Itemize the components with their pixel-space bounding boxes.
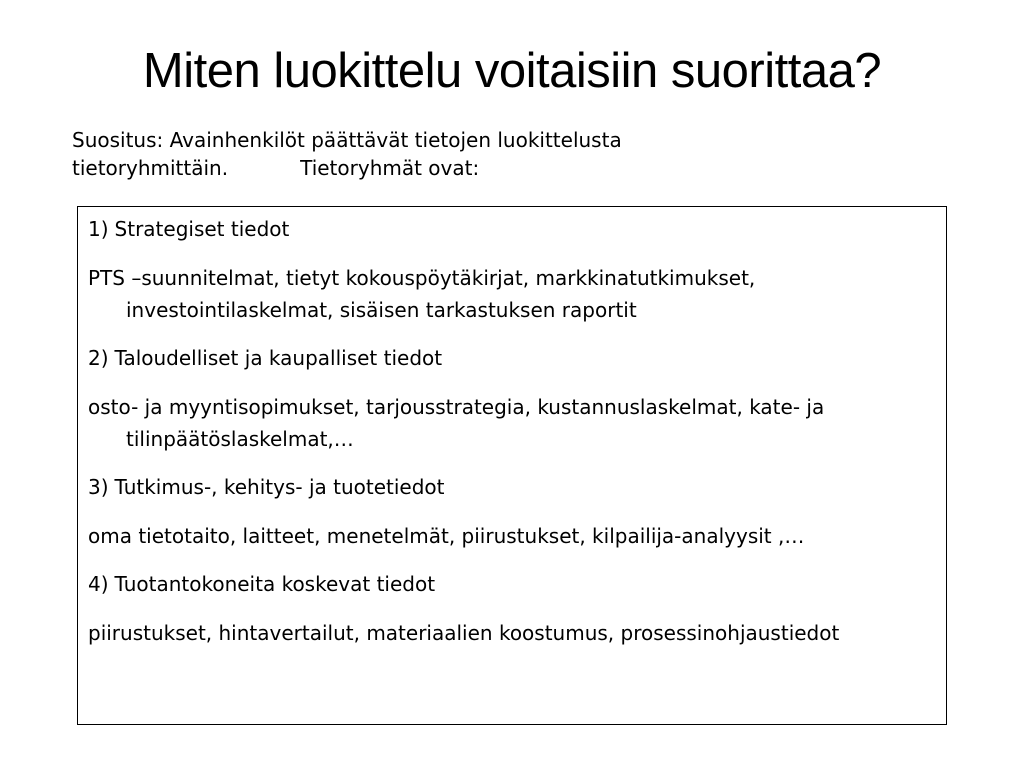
section-number-2: 2) [88,346,109,370]
section-heading-4 [88,570,938,599]
section-detail-1: PTS –suunnitelmat, tietyt kokouspöytäkirjat, markkinatutkimukset, investointilaskelmat, sisäisen tarkastuksen raportit [88,266,756,322]
section-number-1: 1) [88,217,109,241]
intro-line-2-part-1: tietoryhmittäin. [72,156,229,180]
section-title-3: Tutkimus-, kehitys- ja tuotetiedot [114,475,445,499]
section-title-2: Taloudelliset ja kaupalliset tiedot [114,346,443,370]
data-groups-box [77,206,947,725]
section-detail-4: piirustukset, hintavertailut, materiaalien koostumus, prosessinohjaustiedot [88,621,840,645]
section-heading-1 [88,215,938,244]
section-number-3: 3) [88,475,109,499]
section-number-4: 4) [88,572,109,596]
intro-text [72,126,952,182]
intro-line-2-part-2: Tietoryhmät ovat: [300,156,480,180]
slide-title: Miten luokittelu voitaisiin suorittaa? [142,44,882,98]
intro-line-2 [72,154,952,182]
section-detail-2: osto- ja myyntisopimukset, tarjousstrategia, kustannuslaskelmat, kate- ja tilinpäätöslaskelmat,… [88,395,825,451]
intro-line-1: Suositus: Avainhenkilöt päättävät tietojen luokittelusta [72,128,622,152]
section-title-1: Strategiset tiedot [114,217,290,241]
section-heading-2 [88,344,938,373]
section-title-4: Tuotantokoneita koskevat tiedot [114,572,436,596]
section-heading-3 [88,473,938,502]
section-detail-3: oma tietotaito, laitteet, menetelmät, piirustukset, kilpailija-analyysit ,… [88,524,805,548]
